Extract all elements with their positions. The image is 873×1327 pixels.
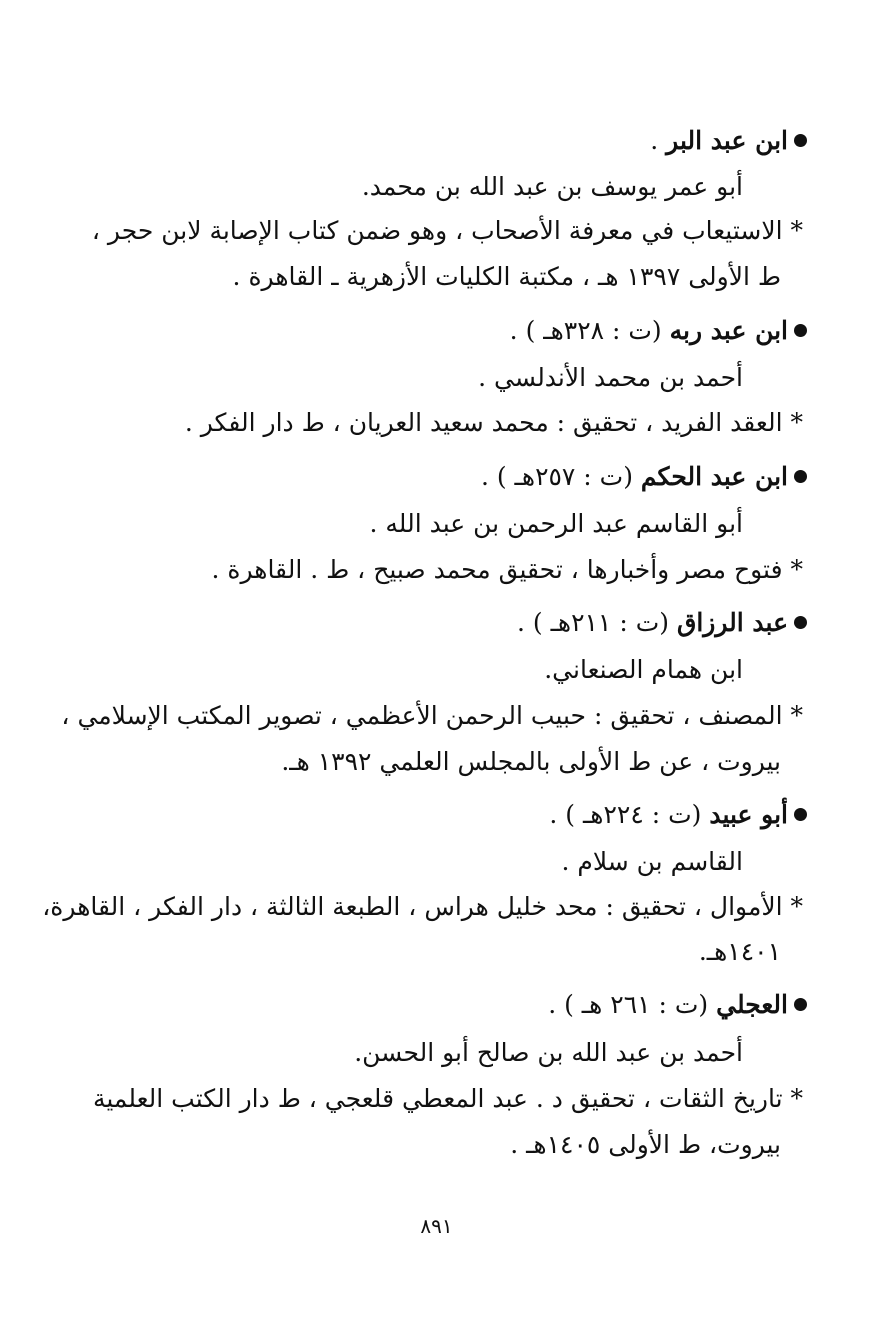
entry-name: العجلي — [716, 990, 788, 1019]
entry-work: * فتوح مصر وأخبارها ، تحقيق محمد صبيح ، ط . القاهرة . — [211, 555, 803, 584]
bullet-icon — [794, 134, 807, 147]
entry-heading — [510, 314, 807, 348]
entry-date: (ت : ٢١١هـ ) . — [516, 608, 677, 637]
entry-name: ابن عبد ربه — [669, 316, 788, 345]
entry-name: عبد الرزاق — [676, 608, 788, 637]
entry-date: (ت : ٢٦١ هـ ) . — [548, 990, 717, 1019]
entry-work: * تاريخ الثقات ، تحقيق د . عبد المعطي قلعجي ، ط دار الكتب العلمية — [92, 1084, 803, 1113]
entry-work: * الأموال ، تحقيق : محد خليل هراس ، الطبعة الثالثة ، دار الفكر ، القاهرة، — [42, 892, 803, 921]
entry-person: أحمد بن عبد الله بن صالح أبو الحسن. — [354, 1038, 743, 1067]
entry-person: أبو القاسم عبد الرحمن بن عبد الله . — [369, 509, 743, 538]
bullet-icon — [794, 470, 807, 483]
entry-work-continuation: بيروت، ط الأولى ١٤٠٥هـ . — [510, 1130, 781, 1159]
entry-date: (ت : ٣٢٨هـ ) . — [509, 316, 670, 345]
entry-heading — [517, 606, 807, 640]
entry-work: * الاستيعاب في معرفة الأصحاب ، وهو ضمن كتاب الإصابة لابن حجر ، — [91, 216, 803, 245]
bullet-icon — [794, 324, 807, 337]
bullet-icon — [794, 998, 807, 1011]
entry-name: أبو عبيد — [709, 800, 788, 829]
entry-person: ابن همام الصنعاني. — [544, 655, 743, 684]
entry-heading — [481, 460, 807, 494]
entry-name: ابن عبد الحكم — [640, 462, 788, 491]
entry-person: أبو عمر يوسف بن عبد الله بن محمد. — [361, 172, 743, 201]
entry-date: (ت : ٢٥٧هـ ) . — [480, 462, 641, 491]
entry-heading — [650, 124, 807, 158]
entry-work-continuation: ط الأولى ١٣٩٧ هـ ، مكتبة الكليات الأزهرية ـ القاهرة . — [232, 262, 781, 291]
entry-date: (ت : ٢٢٤هـ ) . — [549, 800, 710, 829]
entry-work-continuation: ١٤٠١هـ. — [698, 937, 781, 966]
bullet-icon — [794, 808, 807, 821]
entry-work-continuation: بيروت ، عن ط الأولى بالمجلس العلمي ١٣٩٢ هـ. — [281, 747, 781, 776]
entry-heading — [549, 798, 807, 832]
entry-heading — [548, 988, 807, 1022]
bullet-icon — [794, 616, 807, 629]
entry-name: ابن عبد البر — [666, 126, 788, 155]
entry-date: . — [650, 126, 667, 155]
entry-person: أحمد بن محمد الأندلسي . — [478, 363, 743, 392]
page-number: ٨٩١ — [420, 1214, 453, 1238]
entry-work: * العقد الفريد ، تحقيق : محمد سعيد العريان ، ط دار الفكر . — [184, 408, 803, 437]
entry-person: القاسم بن سلام . — [561, 847, 743, 876]
entry-work: * المصنف ، تحقيق : حبيب الرحمن الأعظمي ، تصوير المكتب الإسلامي ، — [61, 701, 803, 730]
